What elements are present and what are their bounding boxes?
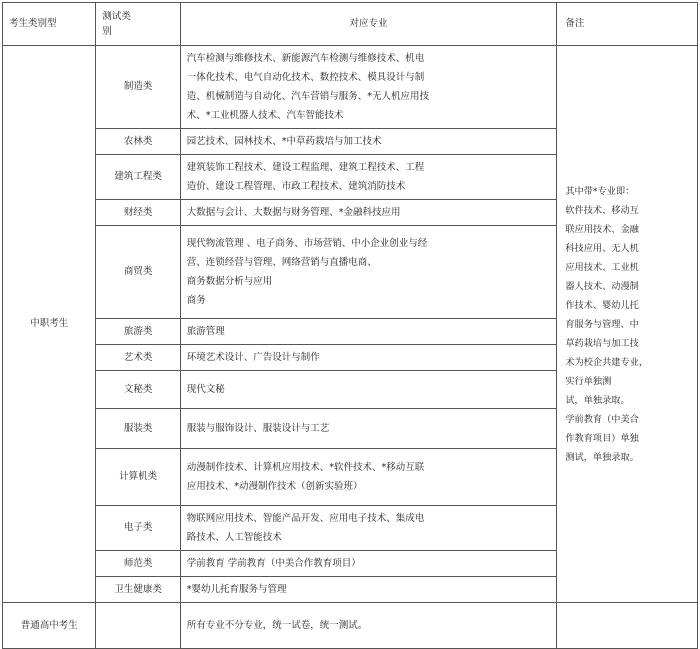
note-cell: 其中带*专业即： 软件技术、移动互 联应用技术、金融 科技应用、无人机 应用技术、工业机 器人技术、动漫制 作技术、婴幼儿托 育服务与管理、中 草药栽培与加工技 术为校企共建专业， 实行单独测 试，单独录取。 学前教育（中美合 作教育项目）单独 测试，单独录取。 bbox=[557, 46, 698, 603]
major-cell: 环境艺术设计、广告设计与制作 bbox=[180, 345, 557, 371]
table-row bbox=[3, 46, 698, 129]
major-cell: 现代文秘 bbox=[180, 371, 557, 409]
header-note: 备注 bbox=[557, 3, 698, 46]
major-cell: 物联网应用技术、智能产品开发、应用电子技术、集成电 路技术、人工智能技术 bbox=[180, 506, 557, 551]
major-cell: 建筑装饰工程技术、建设工程监理、建筑工程技术、工程 造价、建设工程管理、市政工程技术、建筑消防技术 bbox=[180, 155, 557, 200]
major-cell: 园艺技术、园林技术、*中草药栽培与加工技术 bbox=[180, 129, 557, 155]
category-cell: 艺术类 bbox=[96, 345, 180, 371]
major-cell: 现代物流管理 、电子商务、市场营销、中小企业创业与经 营、连锁经营与管理、网络营销与直播电商、 商务数据分析与应用 商务 bbox=[180, 226, 557, 319]
major-cell: *婴幼儿托育服务与管理 bbox=[180, 577, 557, 603]
category-cell: 建筑工程类 bbox=[96, 155, 180, 200]
category-cell: 财经类 bbox=[96, 200, 180, 226]
major-cell: 汽车检测与维修技术、新能源汽车检测与维修技术、机电 一体化技术、电气自动化技术、数控技术、模具设计与制 造、机械制造与自动化、汽车营销与服务、*无人机应用技 术、*工业机器人技术、汽车智能技术 bbox=[180, 46, 557, 129]
major-cell: 大数据与会计、大数据与财务管理、*金融科技应用 bbox=[180, 200, 557, 226]
category-cell: 服装类 bbox=[96, 409, 180, 449]
major-cell: 旅游管理 bbox=[180, 319, 557, 345]
major-cell: 动漫制作技术、计算机应用技术、*软件技术、*移动互联 应用技术、*动漫制作技术（创新实验班） bbox=[180, 449, 557, 506]
header-test-category-text: 测试类 别 bbox=[102, 11, 131, 37]
category-cell bbox=[96, 603, 180, 649]
category-cell: 电子类 bbox=[96, 506, 180, 551]
header-student-type: 考生类别型 bbox=[3, 3, 96, 46]
category-cell: 农林类 bbox=[96, 129, 180, 155]
major-cell: 服装与服饰设计、服装设计与工艺 bbox=[180, 409, 557, 449]
category-cell: 计算机类 bbox=[96, 449, 180, 506]
category-cell: 卫生健康类 bbox=[96, 577, 180, 603]
category-cell: 商贸类 bbox=[96, 226, 180, 319]
header-test-category bbox=[96, 3, 180, 46]
major-cell: 学前教育 学前教育（中美合作教育项目） bbox=[180, 551, 557, 577]
major-cell: 所有专业不分专业，统一试卷，统一测试。 bbox=[180, 603, 557, 649]
category-cell: 旅游类 bbox=[96, 319, 180, 345]
major-table bbox=[2, 2, 698, 649]
note-cell bbox=[557, 603, 698, 649]
category-cell: 师范类 bbox=[96, 551, 180, 577]
header-major: 对应专业 bbox=[180, 3, 557, 46]
table-row bbox=[3, 603, 698, 649]
student-type-vocational: 中职考生 bbox=[3, 46, 96, 603]
category-cell: 制造类 bbox=[96, 46, 180, 129]
category-cell: 文秘类 bbox=[96, 371, 180, 409]
table-header-row bbox=[3, 3, 698, 46]
student-type-highschool: 普通高中考生 bbox=[3, 603, 96, 649]
